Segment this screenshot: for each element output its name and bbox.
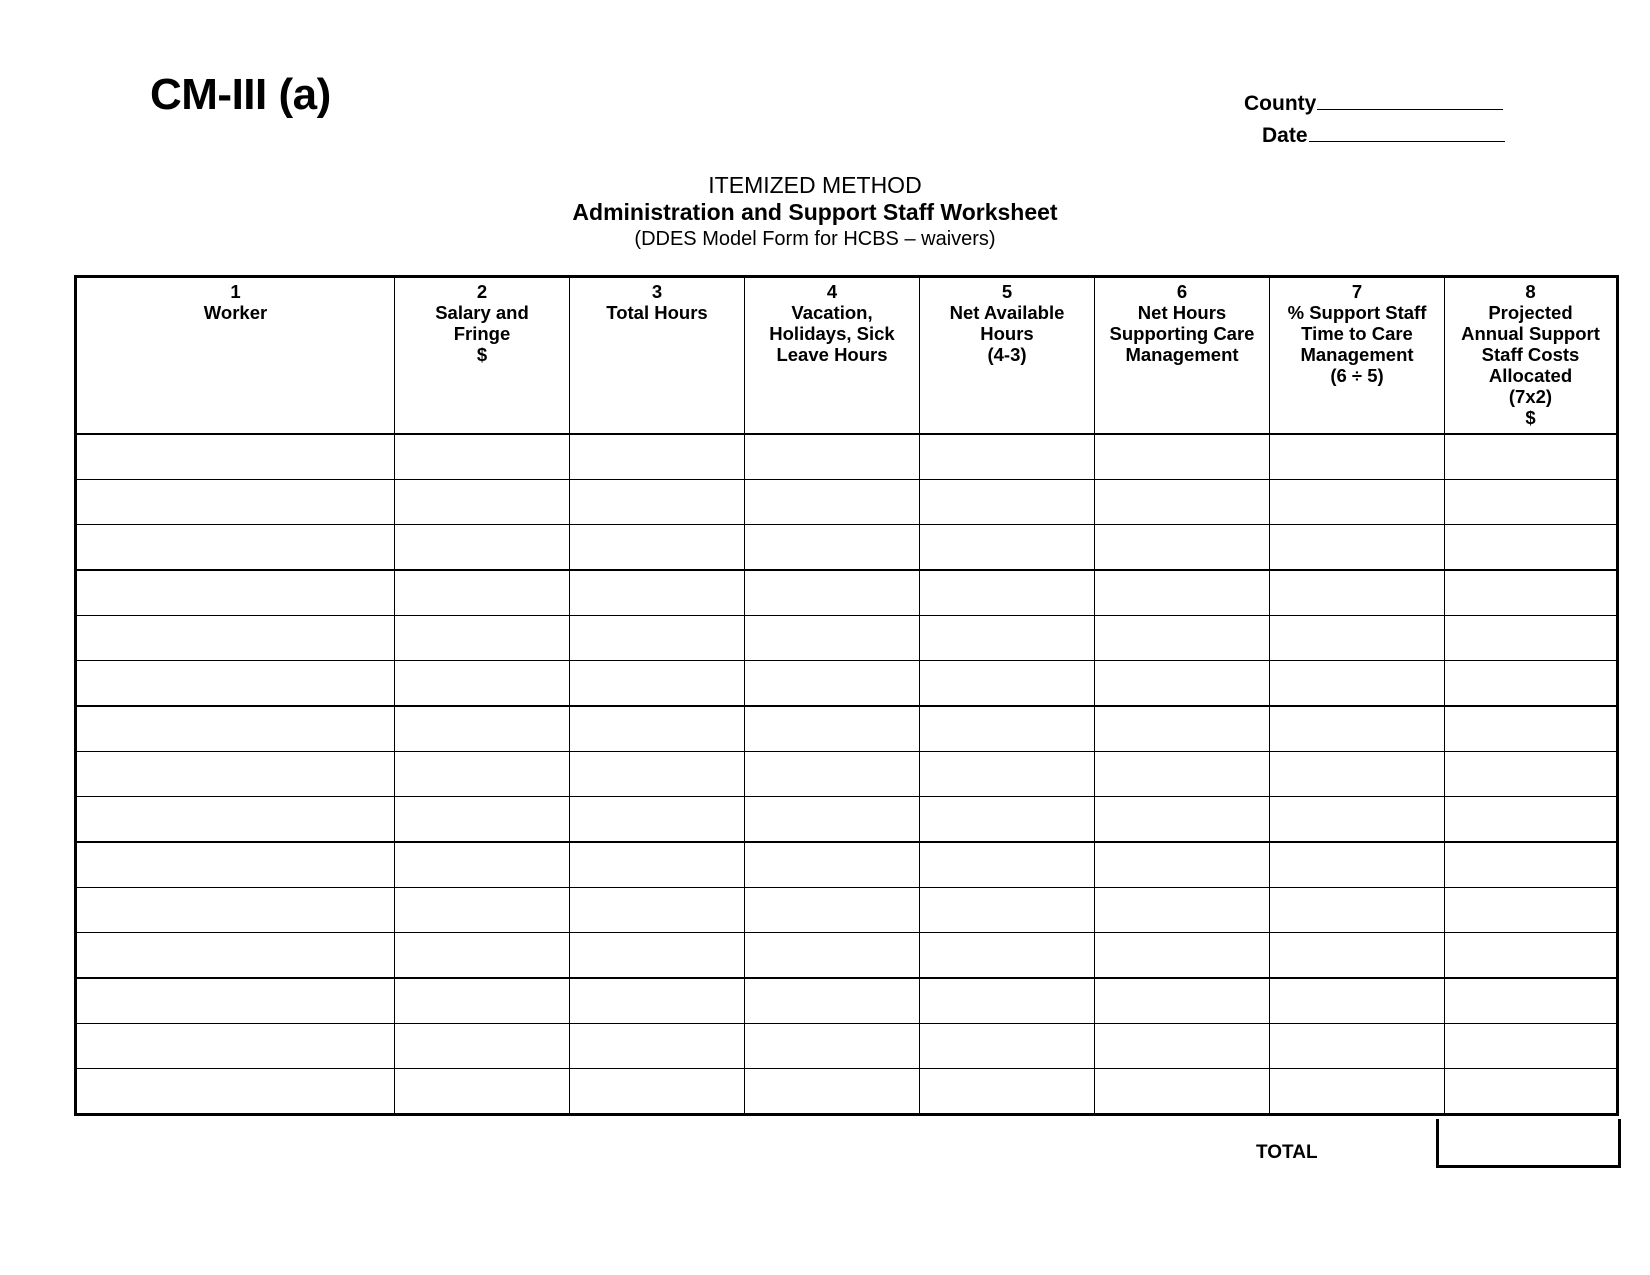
county-blank-line[interactable]	[1317, 93, 1503, 110]
table-cell[interactable]	[395, 797, 570, 843]
table-cell[interactable]	[395, 661, 570, 707]
table-cell[interactable]	[395, 1024, 570, 1069]
table-cell[interactable]	[1095, 978, 1270, 1024]
table-cell[interactable]	[395, 978, 570, 1024]
table-cell[interactable]	[395, 706, 570, 752]
table-cell[interactable]	[1445, 752, 1618, 797]
worksheet-method-title: ITEMIZED METHOD	[708, 172, 922, 198]
table-cell[interactable]	[395, 752, 570, 797]
table-cell[interactable]	[1445, 888, 1618, 933]
table-cell[interactable]	[1095, 480, 1270, 525]
table-cell[interactable]	[1445, 933, 1618, 979]
table-cell[interactable]	[395, 480, 570, 525]
county-field[interactable]	[1244, 92, 1503, 116]
col-number: 2	[476, 281, 488, 302]
table-cell[interactable]	[920, 434, 1095, 480]
table-cell[interactable]	[76, 661, 395, 707]
table-cell[interactable]	[1270, 480, 1445, 525]
table-cell[interactable]	[1445, 661, 1618, 707]
worksheet-body	[76, 434, 1618, 1115]
table-cell[interactable]	[1095, 570, 1270, 616]
table-cell[interactable]	[745, 570, 920, 616]
table-row	[76, 480, 1618, 525]
table-row	[76, 1069, 1618, 1115]
col-header-salary	[395, 277, 570, 435]
col-number: 7	[1351, 281, 1363, 302]
table-cell[interactable]	[1445, 842, 1618, 888]
table-cell[interactable]	[745, 797, 920, 843]
table-cell[interactable]	[1095, 752, 1270, 797]
table-cell[interactable]	[76, 842, 395, 888]
table-cell[interactable]	[745, 661, 920, 707]
table-cell[interactable]	[76, 1069, 395, 1115]
table-cell[interactable]	[745, 706, 920, 752]
col-header-net-care-hours	[1095, 277, 1270, 435]
table-cell[interactable]	[1445, 1024, 1618, 1069]
table-cell[interactable]	[1445, 797, 1618, 843]
table-cell[interactable]	[1270, 797, 1445, 843]
col-label: Net Hours Supporting Care Management	[1109, 302, 1255, 365]
table-cell[interactable]	[570, 434, 745, 480]
table-cell[interactable]	[920, 570, 1095, 616]
col-header-net-available	[920, 277, 1095, 435]
table-cell[interactable]	[1445, 525, 1618, 571]
table-cell[interactable]	[1270, 706, 1445, 752]
table-cell[interactable]	[920, 706, 1095, 752]
table-cell[interactable]	[920, 752, 1095, 797]
table-cell[interactable]	[570, 570, 745, 616]
table-row	[76, 706, 1618, 752]
table-cell[interactable]	[1445, 570, 1618, 616]
table-cell[interactable]	[1095, 525, 1270, 571]
col-header-projected-costs	[1445, 277, 1618, 435]
table-cell[interactable]	[1445, 1069, 1618, 1115]
col-label: Total Hours	[606, 302, 708, 323]
table-cell[interactable]	[1270, 1024, 1445, 1069]
table-cell[interactable]	[570, 978, 745, 1024]
table-cell[interactable]	[76, 616, 395, 661]
staff-worksheet-table	[74, 275, 1619, 1116]
table-row	[76, 752, 1618, 797]
table-cell[interactable]	[1445, 616, 1618, 661]
table-cell[interactable]	[745, 616, 920, 661]
table-cell[interactable]	[745, 1069, 920, 1115]
table-cell[interactable]	[920, 933, 1095, 979]
col-header-total-hours	[570, 277, 745, 435]
col-header-leave-hours	[745, 277, 920, 435]
table-row	[76, 661, 1618, 707]
header-row	[76, 277, 1618, 435]
col-label: Net Available Hours (4-3)	[949, 302, 1065, 365]
col-label: Vacation, Holidays, Sick Leave Hours	[769, 302, 895, 365]
table-cell[interactable]	[395, 434, 570, 480]
col-number: 8	[1525, 281, 1536, 302]
table-cell[interactable]	[570, 752, 745, 797]
table-cell[interactable]	[1095, 1069, 1270, 1115]
table-row	[76, 570, 1618, 616]
table-cell[interactable]	[395, 525, 570, 571]
table-cell[interactable]	[1445, 978, 1618, 1024]
col-label: Worker	[203, 302, 268, 323]
table-cell[interactable]	[1270, 434, 1445, 480]
table-cell[interactable]	[76, 480, 395, 525]
total-label: TOTAL	[1256, 1142, 1318, 1163]
col-number: 3	[651, 281, 663, 302]
date-field[interactable]	[1262, 124, 1505, 148]
table-cell[interactable]	[76, 933, 395, 979]
table-cell[interactable]	[570, 616, 745, 661]
table-cell[interactable]	[920, 525, 1095, 571]
table-cell[interactable]	[920, 978, 1095, 1024]
table-cell[interactable]	[76, 434, 395, 480]
table-cell[interactable]	[1270, 842, 1445, 888]
table-cell[interactable]	[920, 661, 1095, 707]
table-row	[76, 616, 1618, 661]
col-label: Projected Annual Support Staff Costs Allocated (7x2) $	[1461, 302, 1600, 428]
table-cell[interactable]	[1095, 661, 1270, 707]
table-row	[76, 1024, 1618, 1069]
table-cell[interactable]	[76, 1024, 395, 1069]
table-row	[76, 888, 1618, 933]
table-cell[interactable]	[570, 888, 745, 933]
table-cell[interactable]	[570, 1069, 745, 1115]
table-row	[76, 933, 1618, 979]
table-cell[interactable]	[570, 706, 745, 752]
table-cell[interactable]	[570, 525, 745, 571]
table-cell[interactable]	[920, 1024, 1095, 1069]
table-cell[interactable]	[1270, 888, 1445, 933]
table-cell[interactable]	[920, 1069, 1095, 1115]
table-cell[interactable]	[76, 706, 395, 752]
table-cell[interactable]	[745, 480, 920, 525]
table-cell[interactable]	[1095, 434, 1270, 480]
table-cell[interactable]	[76, 752, 395, 797]
table-cell[interactable]	[76, 570, 395, 616]
col-label: Salary and Fringe $	[435, 302, 529, 365]
table-row	[76, 842, 1618, 888]
table-row	[76, 978, 1618, 1024]
table-cell[interactable]	[745, 933, 920, 979]
worksheet-subtitle: (DDES Model Form for HCBS – waivers)	[634, 228, 996, 250]
table-cell[interactable]	[395, 1069, 570, 1115]
table-cell[interactable]	[570, 842, 745, 888]
table-cell[interactable]	[76, 978, 395, 1024]
table-cell[interactable]	[1445, 434, 1618, 480]
table-cell[interactable]	[745, 752, 920, 797]
date-blank-line[interactable]	[1309, 125, 1505, 142]
table-cell[interactable]	[76, 888, 395, 933]
table-cell[interactable]	[1095, 616, 1270, 661]
col-number: 4	[826, 281, 838, 302]
col-number: 5	[1001, 281, 1013, 302]
table-cell[interactable]	[1095, 797, 1270, 843]
table-cell[interactable]	[1445, 480, 1618, 525]
table-cell[interactable]	[920, 842, 1095, 888]
county-label: County	[1244, 92, 1317, 115]
table-cell[interactable]	[745, 842, 920, 888]
table-cell[interactable]	[570, 933, 745, 979]
worksheet-title: Administration and Support Staff Worksheet	[572, 199, 1058, 225]
table-cell[interactable]	[395, 570, 570, 616]
table-row	[76, 797, 1618, 843]
table-cell[interactable]	[745, 525, 920, 571]
table-cell[interactable]	[745, 888, 920, 933]
table-cell[interactable]	[76, 525, 395, 571]
table-cell[interactable]	[1270, 933, 1445, 979]
table-row	[76, 434, 1618, 480]
table-cell[interactable]	[570, 797, 745, 843]
table-cell[interactable]	[1445, 706, 1618, 752]
table-cell[interactable]	[1095, 888, 1270, 933]
table-cell[interactable]	[395, 933, 570, 979]
table-cell[interactable]	[920, 797, 1095, 843]
table-cell[interactable]	[1270, 752, 1445, 797]
table-cell[interactable]	[76, 797, 395, 843]
table-cell[interactable]	[745, 434, 920, 480]
col-number: 6	[1176, 281, 1188, 302]
col-header-support-percent	[1270, 277, 1445, 435]
table-cell[interactable]	[1270, 570, 1445, 616]
table-cell[interactable]	[1095, 842, 1270, 888]
table-cell[interactable]	[395, 842, 570, 888]
table-row	[76, 525, 1618, 571]
table-cell[interactable]	[1095, 706, 1270, 752]
table-cell[interactable]	[1270, 1069, 1445, 1115]
table-cell[interactable]	[395, 888, 570, 933]
table-cell[interactable]	[920, 480, 1095, 525]
table-cell[interactable]	[1270, 978, 1445, 1024]
table-cell[interactable]	[920, 888, 1095, 933]
form-id: CM-III (a)	[150, 70, 331, 119]
total-cell[interactable]	[1436, 1119, 1621, 1168]
table-cell[interactable]	[920, 616, 1095, 661]
table-cell[interactable]	[1095, 933, 1270, 979]
table-cell[interactable]	[1270, 525, 1445, 571]
table-cell[interactable]	[1270, 616, 1445, 661]
table-cell[interactable]	[745, 1024, 920, 1069]
table-cell[interactable]	[570, 661, 745, 707]
title-block	[0, 172, 1640, 252]
col-label: % Support Staff Time to Care Management (6 ÷ 5)	[1287, 302, 1427, 386]
table-cell[interactable]	[1270, 661, 1445, 707]
table-cell[interactable]	[570, 1024, 745, 1069]
col-header-worker	[76, 277, 395, 435]
table-cell[interactable]	[395, 616, 570, 661]
table-cell[interactable]	[1095, 1024, 1270, 1069]
table-cell[interactable]	[745, 978, 920, 1024]
date-label: Date	[1262, 124, 1308, 147]
col-number: 1	[230, 281, 241, 302]
table-cell[interactable]	[570, 480, 745, 525]
